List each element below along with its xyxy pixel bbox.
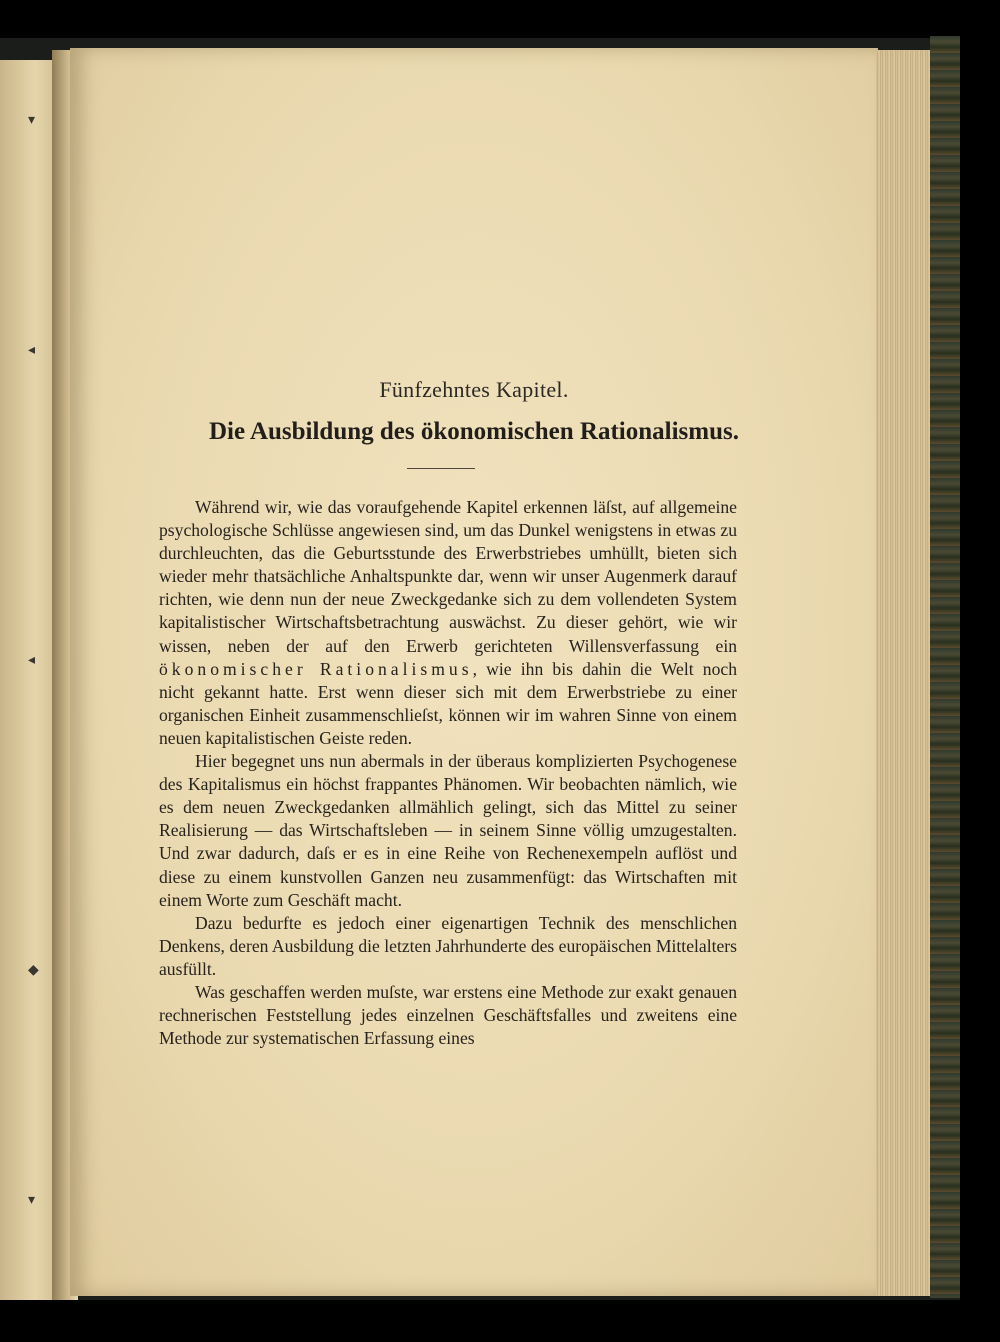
emphasized-term: ökonomischer Rationalismus [159,658,473,679]
body-text [159,496,737,1050]
binding-mark-icon: ▾ [28,112,36,128]
left-page-edge [0,60,58,1300]
title-divider [407,468,475,469]
paragraph: Dazu bedurfte es jedoch einer eigenartigen Technik des menschlichen Denkens, deren Ausbildung die letzten Jahrhunderte des europäischen Mittelalters ausfüllt. [159,912,737,979]
paragraph: Während wir, wie das voraufgehende Kapitel erkennen läſst, auf allgemeine psychologische Schlüsse angewiesen sind, um das Dunkel wenigstens in etwas zu durchleuchten, das die Geburtsstunde des Erwerbstriebes umhüllt, bieten sich wieder mehr thatsächliche Anhaltspunkte dar, wenn wir unser Augenmerk darauf richten, wie denn nun der neue Zweckgedanke sich zu dem vollendeten System kapitalistischer Wirtschaftsbetrachtung auswächst. Zu dieser gehört, wie wir wissen, neben der auf den Erwerb gerichteten Willensverfassung ein ökonomischer Rationalismus, wie ihn bis dahin die Welt noch nicht gekannt hatte. Erst wenn dieser sich mit dem Erwerbstriebe zu einer organischen Einheit zusammenschlieſst, können wir im wahren Sinne von einem neuen kapitalistischen Geiste reden. [159,497,737,748]
binding-mark-icon: ◂ [28,342,36,358]
paragraph: Was geschaffen werden muſste, war erstens eine Methode zur exakt genauen rechnerischen Feststellung jedes einzelnen Geschäftsfalles und zweitens eine Methode zur systematischen Erfassung eines [159,981,737,1049]
binding-mark-icon: ◂ [28,652,36,668]
page-edges [876,50,932,1296]
book-cover-edge [930,36,960,1298]
binding-mark-icon: ◆ [28,962,39,978]
chapter-title: Die Ausbildung des ökonomischen Rationalismus. [208,418,739,445]
binding-mark-icon: ▾ [28,1192,36,1208]
paragraph: Hier begegnet uns nun abermals in der überaus komplizierten Psychogenese des Kapitalismus ein höchst frappantes Phänomen. Wir beobachten nämlich, wie es dem neuen Zweckgedanken allmählich gelingt, sich das Mittel zu seiner Realisierung — das Wirtschaftsleben — in seinem Sinne völlig umzugestalten. Und zwar dadurch, daſs er es in eine Reihe von Rechenexempeln auflöst und diese zu einem kunstvollen Ganzen neu zusammenfügt: das Wirtschaften mit einem Worte zum Geschäft macht. [159,751,737,910]
chapter-number: Fünfzehntes Kapitel. [379,377,569,402]
